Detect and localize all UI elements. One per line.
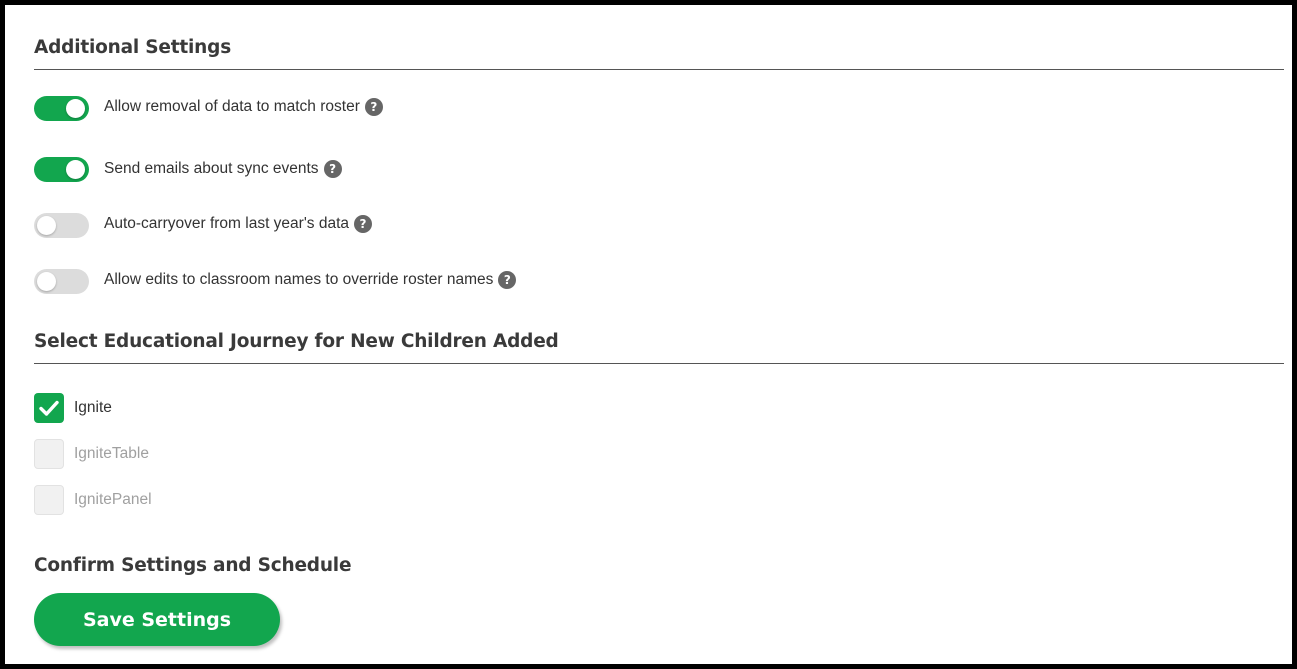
setting-label: Send emails about sync events [104, 160, 319, 177]
toggle-auto-carryover[interactable] [34, 213, 89, 238]
setting-row-auto-carryover [104, 215, 372, 233]
help-icon[interactable]: ? [365, 98, 383, 116]
journey-heading: Select Educational Journey for New Children Added [34, 331, 559, 352]
checkbox-ignitetable[interactable] [34, 439, 64, 469]
checkbox-label-ignitepanel: IgnitePanel [74, 491, 152, 508]
setting-label: Allow removal of data to match roster [104, 98, 360, 115]
checkbox-ignitepanel[interactable] [34, 485, 64, 515]
checkbox-ignite[interactable] [34, 393, 64, 423]
toggle-allow-classroom-edits[interactable] [34, 269, 89, 294]
help-icon[interactable]: ? [324, 160, 342, 178]
setting-row-send-emails [104, 160, 342, 178]
setting-label: Allow edits to classroom names to override roster names [104, 271, 494, 288]
section-divider [34, 69, 1284, 70]
save-settings-button[interactable]: Save Settings [34, 593, 280, 646]
toggle-knob [66, 99, 85, 118]
toggle-send-emails[interactable] [34, 157, 89, 182]
toggle-allow-removal[interactable] [34, 96, 89, 121]
toggle-knob [37, 272, 56, 291]
help-icon[interactable]: ? [354, 215, 372, 233]
checkmark-icon [39, 399, 59, 417]
additional-settings-heading: Additional Settings [34, 37, 231, 58]
checkbox-label-ignitetable: IgniteTable [74, 445, 149, 462]
setting-label: Auto-carryover from last year's data [104, 215, 350, 232]
confirm-heading: Confirm Settings and Schedule [34, 555, 352, 576]
section-divider [34, 363, 1284, 364]
toggle-knob [37, 216, 56, 235]
help-icon[interactable]: ? [498, 271, 516, 289]
toggle-knob [66, 160, 85, 179]
checkbox-label-ignite: Ignite [74, 399, 112, 416]
setting-row-allow-classroom-edits [104, 271, 516, 289]
setting-row-allow-removal [104, 98, 383, 116]
